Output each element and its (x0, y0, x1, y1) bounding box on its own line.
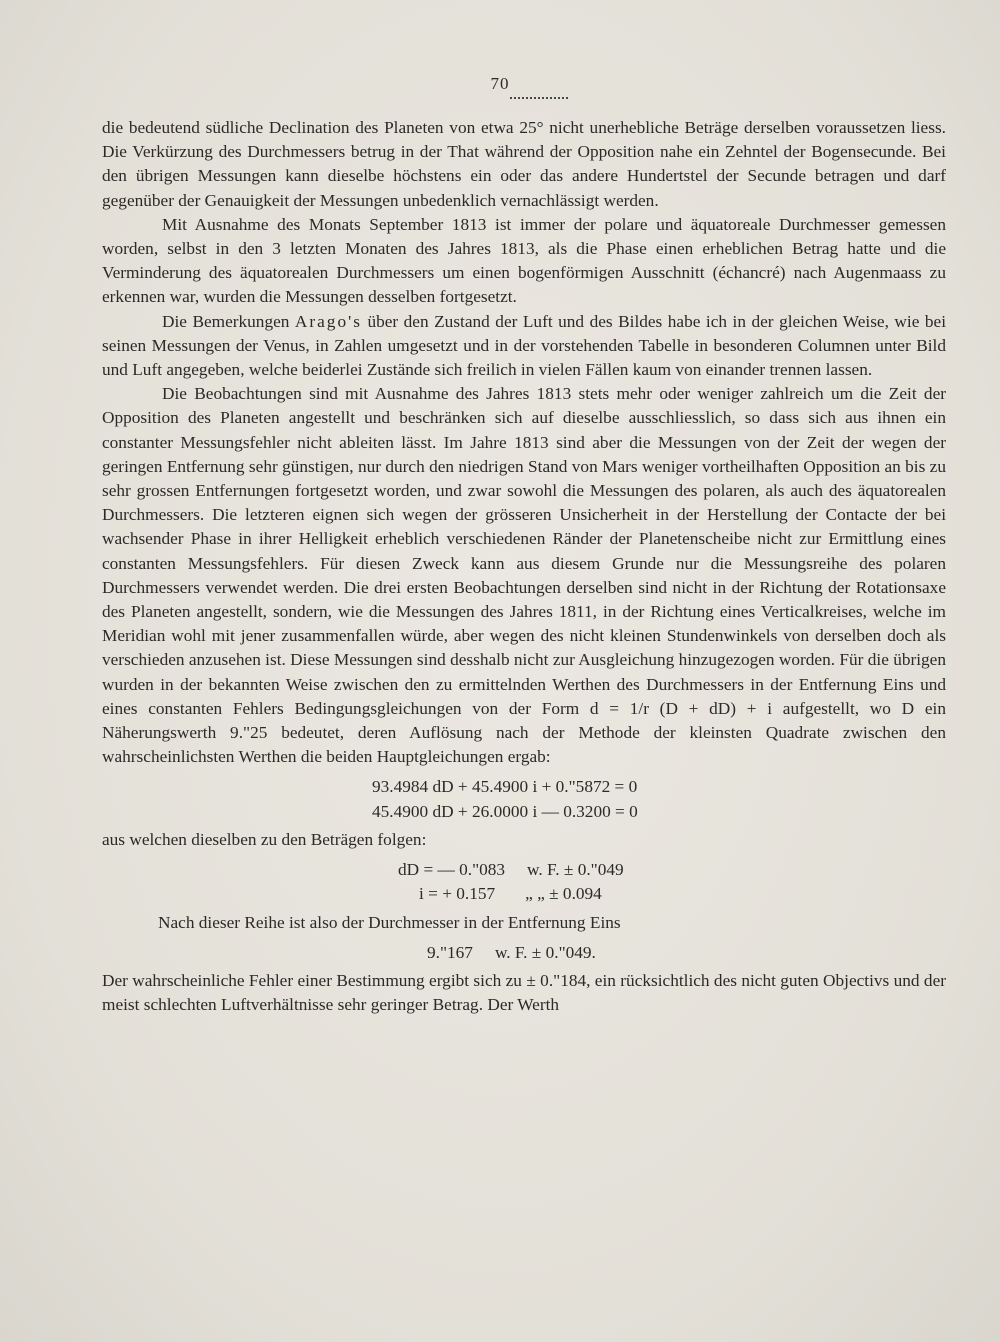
solution-equations (102, 858, 946, 906)
paragraph-2: Mit Ausnahme des Monats September 1813 ist immer der polare und äquatoreale Durchmesser gemessen worden, selbst in den 3 letzten Monaten des Jahres 1813, als die Phase einen erheblichen Betrag hatte und die Verminderung des äquatorealen Durchmessers um einen bogenförmigen Ausschnitt (échancré) nach Augenmaass zu erkennen war, wurden die Messungen desselben fortgesetzt. (102, 214, 946, 307)
normal-equations (102, 775, 946, 823)
paragraph-5: aus welchen dieselben zu den Beträgen folgen: (102, 829, 427, 849)
solution-i-value: i = + 0.157 (419, 884, 496, 904)
paragraph-3 (102, 310, 946, 383)
paragraph-3-body: über den Zustand der Luft und des Bildes habe ich in der gleichen Weise, wie bei seinen Messungen der Venus, in Zahlen umgesetzt und in der vorstehenden Tabelle in besonderen Columnen unter Bild und Luft angegeben, welche beiderlei Zustände sich freilich in vielen Fällen kaum von einander trennen lassen. (102, 311, 946, 380)
page-number: 70 (490, 74, 510, 93)
final-result (102, 941, 946, 965)
normal-equation-2: 45.4900 dD + 26.0000 i — 0.3200 = 0 (372, 801, 638, 821)
solution-i-error: „ „ ± 0.094 (525, 884, 602, 904)
final-diameter-error: w. F. ± 0."049. (494, 942, 596, 962)
paragraph-7: Der wahrscheinliche Fehler einer Bestimmung ergibt sich zu ± 0."184, ein rücksichtlich des nicht guten Objectivs und der meist schlechten Luftverhältnisse sehr geringer Betrag. Der Werth (102, 970, 946, 1015)
author-name-arago: Arago's (294, 311, 362, 331)
page-number-rule (510, 97, 568, 99)
solution-dD-error: w. F. ± 0."049 (527, 860, 624, 880)
final-diameter-value: 9."167 (427, 942, 473, 962)
normal-equation-1: 93.4984 dD + 45.4900 i + 0."5872 = 0 (372, 777, 638, 797)
paragraph-3-intro: Die Bemerkungen (162, 311, 295, 331)
final-diameter (102, 941, 946, 965)
paragraph-6: Nach dieser Reihe ist also der Durchmesser in der Entfernung Eins (158, 912, 621, 932)
body-text (102, 116, 946, 1017)
paragraph-1: die bedeutend südliche Declination des Planeten von etwa 25° nicht unerhebliche Beträge derselben voraussetzen liess. Die Verkürzung des Durchmessers betrug in der That während der Opposition nahe ein Zehntel der Bogensecunde. Bei den übrigen Messungen kann dieselbe höchstens ein oder das andere Hundertstel der Secunde betragen und darf gegenüber der Genauigkeit der Messungen unbedenklich vernachlässigt werden. (102, 118, 946, 210)
paragraph-4: Die Beobachtungen sind mit Ausnahme des Jahres 1813 stets mehr oder weniger zahlreich um die Zeit der Opposition des Planeten angestellt und beschränken sich auf dieselbe ausschliesslich, so dass sich aus ihnen ein constanter Messungsfehler nicht ableiten lässt. Im Jahre 1813 sind aber die Messungen von der Zeit der wegen der geringen Entfernung sehr günstigen, nur durch den niedrigen Stand von Mars weniger vortheilhaften Opposition an bis zu sehr grossen Entfernungen fortgesetzt worden, und zwar sowohl die Messungen des polaren, als auch des äquatorealen Durchmessers. Die letzteren eignen sich wegen der grösseren Unsicherheit in der Herstellung der Contacte der bei wachsender Phase in ihrer Helligkeit erheblich verschiedenen Ränder der Planetenscheibe nicht zur Ermittlung eines constanten Messungsfehlers. Für diesen Zweck kann aus diesem Grunde nur die Messungsreihe des polaren Durchmessers verwendet werden. Die drei ersten Beobachtungen derselben sind nicht in der Richtung der Rotationsaxe des Planeten angestellt, sondern, wie die Messungen des Jahres 1811, in der Richtung eines Verticalkreises, welche im Meridian wohl mit jener zusammenfallen würde, aber wegen des nicht kleinen Stundenwinkels von derselben doch als verschieden anzusehen ist. Diese Messungen sind desshalb nicht zur Ausgleichung hinzugezogen worden. Für die übrigen wurden in der bekannten Weise zwischen den zu ermittelnden Werthen des Durchmessers in der Entfernung Eins und eines constanten Fehlers Bedingungsgleichungen von der Form d = 1/r (D + dD) + i aufgestellt, wo D ein Näherungswerth 9."25 bedeutet, deren Auflösung nach der Methode der kleinsten Quadrate zwischen den wahrscheinlichsten Werthen die beiden Hauptgleichungen ergab: (102, 384, 946, 767)
solution-dD-value: dD = — 0."083 (398, 860, 506, 880)
solution-i (102, 882, 946, 906)
solution-dD (102, 858, 946, 882)
